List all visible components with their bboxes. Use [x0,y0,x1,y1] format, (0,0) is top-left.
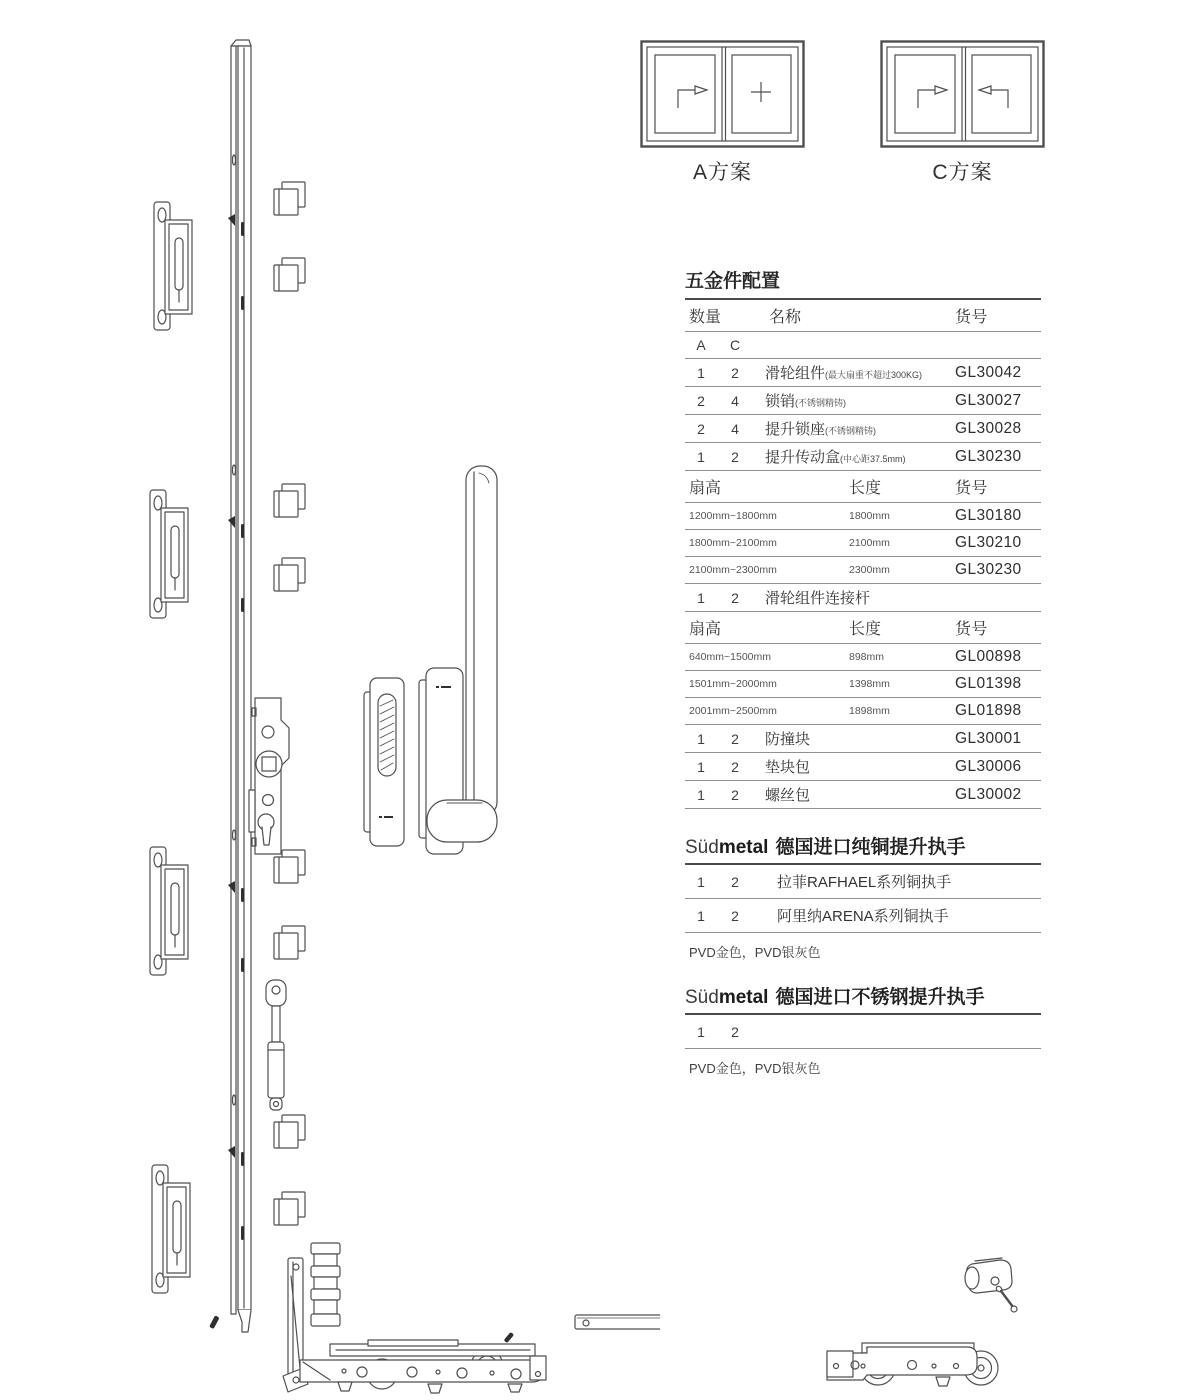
item-name: 滑轮组件连接杆 [765,590,871,607]
fan-height-range: 640mm~1500mm [689,651,771,663]
item-code: GL30210 [955,534,1022,551]
qty-c: 4 [731,392,739,409]
slide-arrow-icon [678,86,707,108]
item-code: GL30230 [955,447,1022,465]
item-name-text: 提升传动盒 [765,449,841,466]
fan-height-range: 2001mm~2500mm [689,705,777,717]
lift-handle-drawing [419,466,497,854]
keeper-plate-drawing [152,1165,190,1293]
size-row [685,557,1041,584]
fan-height-range: 1501mm~2000mm [689,678,777,690]
fixed-pane-icon [751,82,771,102]
code-header: 货号 [955,480,988,497]
qty-c: 2 [731,448,739,465]
qty-a: 2 [697,420,705,437]
keeper-plate-drawing [150,847,188,975]
qty-c: 4 [731,420,739,437]
item-code: GL00898 [955,648,1022,665]
lock-pin-block-drawing [274,258,305,291]
table-row [685,725,1041,753]
gas-strut-drawing [266,980,286,1110]
screw-drawing [209,1315,220,1329]
item-code: GL30230 [955,561,1022,578]
length-value: 2100mm [849,537,890,549]
qty-a: 1 [697,786,705,803]
col-header-name: 名称 [769,309,802,326]
item-code: GL30001 [955,729,1022,747]
brass-handle-section [685,832,1041,961]
size-row [685,671,1041,698]
qty-c: 2 [731,786,739,803]
length-value: 1898mm [849,705,890,717]
item-name: 防撞块 [765,731,811,748]
screw-drawing [504,1332,515,1343]
lock-pin-block-drawing [274,182,305,215]
table-row [685,899,1041,933]
length-value: 2300mm [849,564,890,576]
finish-footnote: PVD金色，PVD银灰色 [689,945,821,960]
lock-pin-block-drawing [274,558,305,591]
table-row [685,781,1041,809]
scheme-a-diagram [640,40,805,148]
table-row [685,359,1041,387]
item-name: 拉菲RAFHAEL系列铜执手 [777,874,952,891]
qty-c: 2 [731,364,739,381]
lift-gearbox-drawing [249,698,289,854]
section-title-text: 德国进口不锈钢提升执手 [775,987,985,1008]
lock-pin-block-drawing [274,926,305,959]
brand-logo-bold: metal [718,837,769,858]
item-code: GL30042 [955,363,1022,381]
roller-assembly-drawing [810,1255,1060,1400]
item-name [753,418,955,439]
item-name-text: 锁销 [765,393,796,410]
item-code: GL30002 [955,785,1022,803]
fan-height-header: 扇高 [689,480,722,497]
qty-a: 1 [697,758,705,775]
keeper-plate-drawing [150,490,188,618]
qty-a: 1 [697,364,705,381]
brass-section-title [685,832,1041,865]
item-name-text: 滑轮组件 [765,365,826,382]
fan-height-range: 2100mm~2300mm [689,564,777,576]
table-title: 五金件配置 [685,266,1041,300]
recessed-pull-handle-drawing [364,678,404,846]
col-header-qty: 数量 [689,309,722,326]
qty-c: 2 [731,1023,739,1040]
item-code: GL01898 [955,702,1022,719]
table-row [685,415,1041,443]
table-row [685,753,1041,781]
lock-pin-block-drawing [274,1192,305,1225]
slide-arrow-left-icon [979,86,1008,108]
code-header: 货号 [955,621,988,638]
length-value: 1800mm [849,510,890,522]
col-header-code: 货号 [955,309,988,326]
stainless-section-title [685,982,1041,1015]
qty-a: 1 [697,873,705,890]
item-name [753,362,955,383]
spring-pack-drawing [311,1243,340,1326]
qty-a: 2 [697,392,705,409]
item-name [753,446,955,467]
qty-a: 1 [697,1023,705,1040]
fan-height-range: 1800mm~2100mm [689,537,777,549]
item-name: 螺丝包 [765,787,811,804]
item-note: (不锈钢精铸) [795,398,847,408]
item-name: 垫块包 [765,759,811,776]
size-header-row [685,471,1041,503]
fan-height-header: 扇高 [689,621,722,638]
scheme-c-diagram [880,40,1045,148]
size-row [685,644,1041,671]
scheme-a-label: A方案 [692,161,752,184]
size-row [685,503,1041,530]
length-value: 1398mm [849,678,890,690]
size-header-row [685,612,1041,644]
item-note: (中心距37.5mm) [840,454,906,464]
section-title-text: 德国进口纯铜提升执手 [775,837,966,858]
stainless-handle-section [685,982,1041,1077]
brand-logo-bold: metal [718,987,769,1008]
item-code: GL30027 [955,391,1022,409]
item-code: GL01398 [955,675,1022,692]
length-value: 898mm [849,651,885,663]
end-cap-drawing [965,1258,1012,1293]
corner-drive-assembly-drawing [283,1243,546,1393]
fan-height-range: 1200mm~1800mm [689,510,777,522]
qty-c: 2 [731,589,739,606]
keeper-plate-drawing [154,202,192,330]
brand-logo: Süd [685,837,719,858]
item-code: GL30180 [955,507,1022,524]
item-code: GL30006 [955,757,1022,775]
tandem-roller-drawing [827,1343,998,1386]
qty-c: 2 [731,907,739,924]
scheme-c-label: C方案 [932,161,993,184]
scheme-subheader-row [685,332,1041,359]
slide-arrow-icon [918,86,947,108]
scheme-c-col: C [729,337,741,353]
item-name [753,390,955,411]
lock-pin-block-drawing [274,1115,305,1148]
item-code: GL30028 [955,419,1022,437]
table-row [685,865,1041,899]
table-row [685,1015,1041,1049]
item-name: 阿里纳ARENA系列铜执手 [777,908,949,925]
table-row [685,443,1041,471]
item-name-text: 提升锁座 [765,421,826,438]
qty-a: 1 [697,448,705,465]
qty-c: 2 [731,873,739,890]
qty-a: 1 [697,907,705,924]
item-note: (不锈钢精铸) [825,426,877,436]
length-header: 长度 [849,621,882,638]
item-note: (最大扇重不超过300KG) [825,370,923,380]
qty-c: 2 [731,758,739,775]
qty-c: 2 [731,730,739,747]
table-header-row [685,300,1041,332]
hardware-config-table [685,266,1041,809]
size-row [685,698,1041,725]
size-row [685,530,1041,557]
finish-footnote: PVD金色，PVD银灰色 [689,1061,821,1076]
scheme-a-col: A [696,337,706,353]
table-row [685,387,1041,415]
brand-logo: Süd [685,987,719,1008]
drive-rail-drawing [228,40,251,1332]
lock-pin-block-drawing [274,850,305,883]
qty-a: 1 [697,589,705,606]
connecting-rod-drawing [575,1315,660,1329]
qty-a: 1 [697,730,705,747]
length-header: 长度 [849,480,882,497]
lock-pin-block-drawing [274,484,305,517]
table-row [685,584,1041,612]
